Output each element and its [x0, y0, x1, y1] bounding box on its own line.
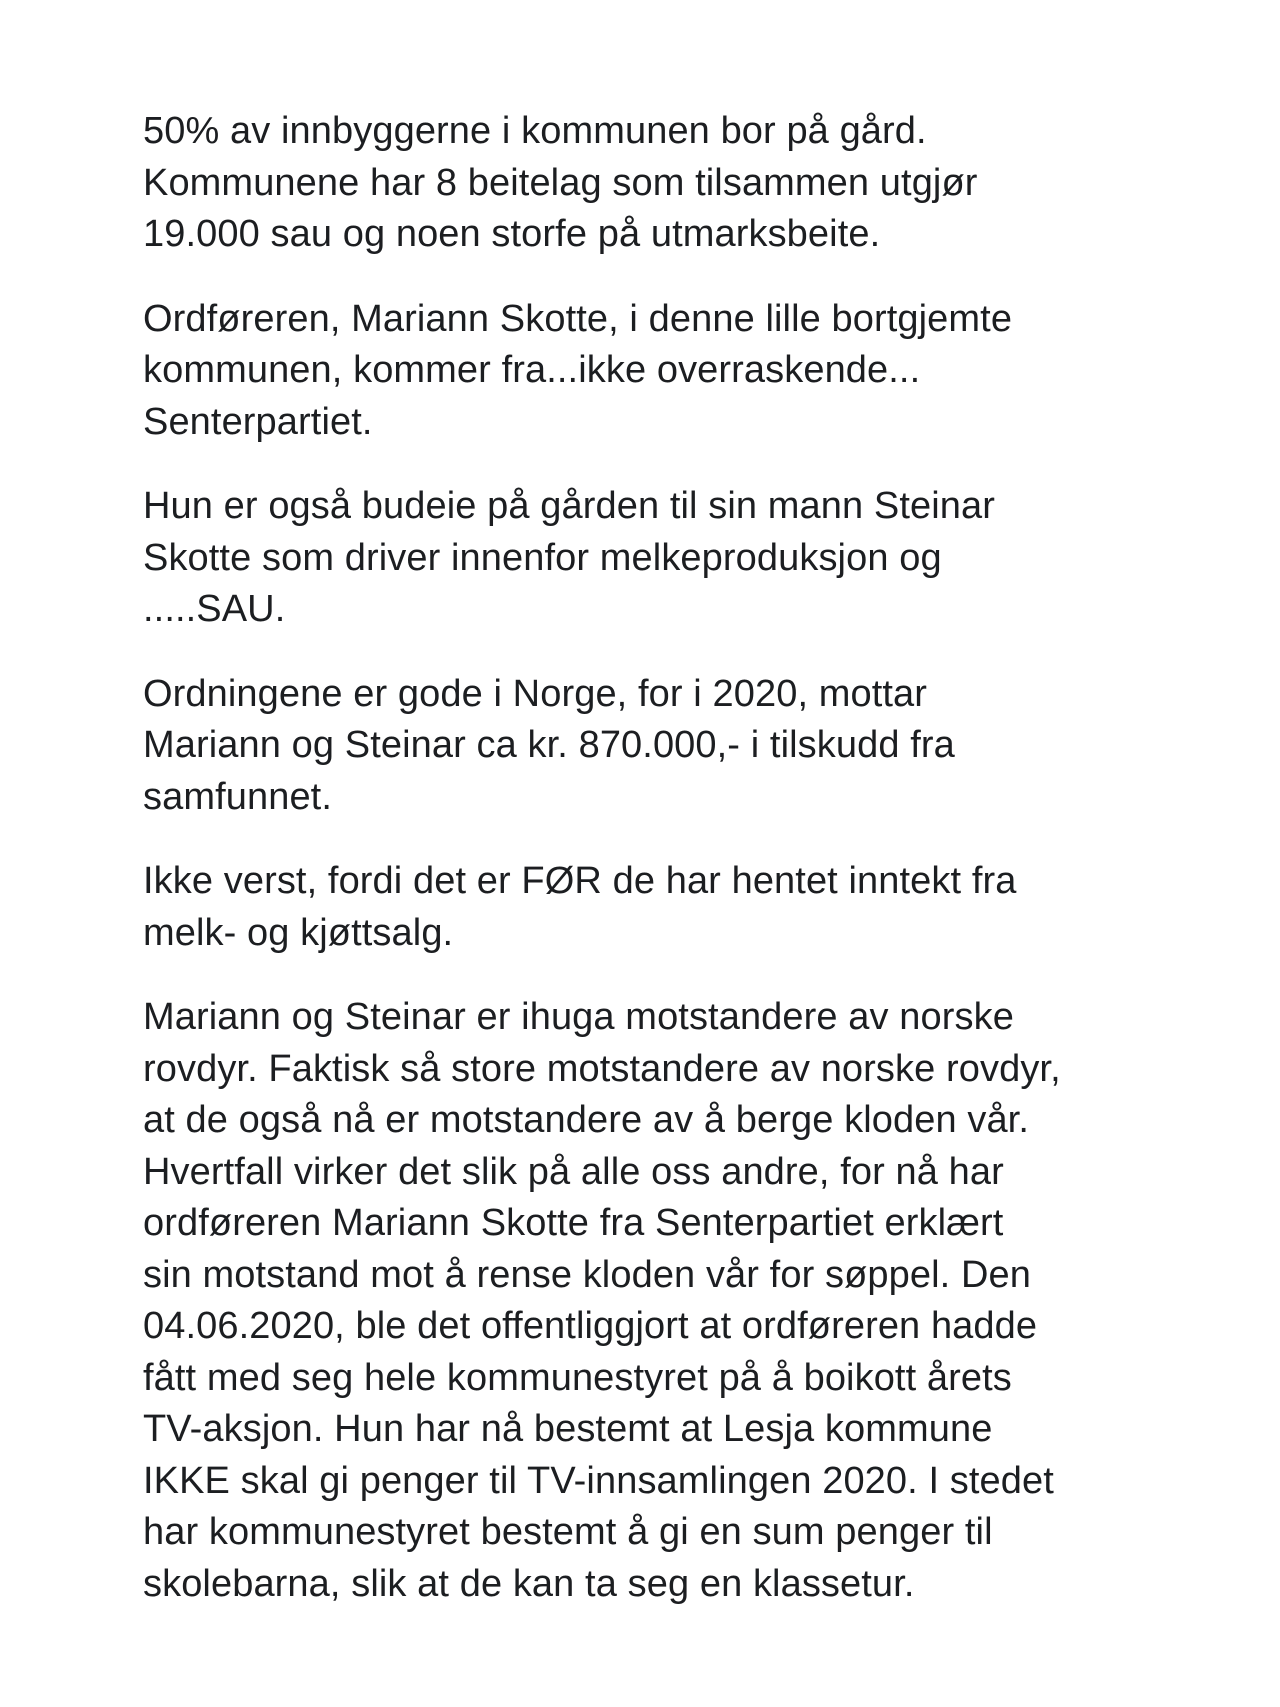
text-line: rovdyr. Faktisk så store motstandere av norske rovdyr, [143, 1047, 1061, 1090]
text-line: 04.06.2020, ble det offentliggjort at ordføreren hadde [143, 1305, 1038, 1347]
text-line: Senterpartiet. [143, 400, 373, 443]
text-line: 50% av innbyggerne i kommunen bor på gård. [143, 110, 927, 152]
paragraph-2 [143, 294, 1153, 449]
text-line: Mariann og Steinar er ihuga motstandere av norske [143, 996, 1014, 1038]
text-line: Ikke verst, fordi det er FØR de har hentet inntekt fra [143, 860, 1017, 902]
text-line: .....SAU. [143, 588, 286, 630]
text-line: sin motstand mot å rense kloden vår for søppel. Den [143, 1253, 1031, 1296]
text-line: TV-aksjon. Hun har nå bestemt at Lesja kommune [143, 1408, 993, 1450]
text-line: Hvertfall virker det slik på alle oss andre, for nå har [143, 1150, 1004, 1193]
text-line: fått med seg hele kommunestyret på å boikott årets [143, 1356, 1012, 1399]
paragraph-5 [143, 856, 1153, 959]
text-line: samfunnet. [143, 775, 332, 818]
text-line: Ordningene er gode i Norge, for i 2020, mottar [143, 672, 928, 715]
text-line: Kommunene har 8 beitelag som tilsammen utgjør [143, 161, 978, 204]
paragraph-1 [143, 106, 1153, 261]
paragraph-4 [143, 669, 1153, 824]
text-line: skolebarna, slik at de kan ta seg en klassetur. [143, 1562, 915, 1605]
paragraph-6 [143, 992, 1153, 1610]
paragraph-3 [143, 481, 1153, 636]
text-line: Ordføreren, Mariann Skotte, i denne lille bortgjemte [143, 297, 1013, 340]
text-line: Skotte som driver innenfor melkeproduksjon og [143, 536, 942, 579]
text-line: at de også nå er motstandere av å berge kloden vår. [143, 1099, 1030, 1141]
text-line: 19.000 sau og noen storfe på utmarksbeite. [143, 213, 881, 255]
text-line: Mariann og Steinar ca kr. 870.000,- i tilskudd fra [143, 724, 955, 766]
post-body [143, 106, 1153, 1643]
text-line: melk- og kjøttsalg. [143, 911, 454, 954]
text-line: Hun er også budeie på gården til sin mann Steinar [143, 485, 995, 527]
text-line: har kommunestyret bestemt å gi en sum penger til [143, 1511, 993, 1553]
text-line: IKKE skal gi penger til TV-innsamlingen 2020. I stedet [143, 1459, 1054, 1502]
text-line: ordføreren Mariann Skotte fra Senterpartiet erklært [143, 1202, 1004, 1244]
text-line: kommunen, kommer fra...ikke overraskende... [143, 349, 921, 391]
